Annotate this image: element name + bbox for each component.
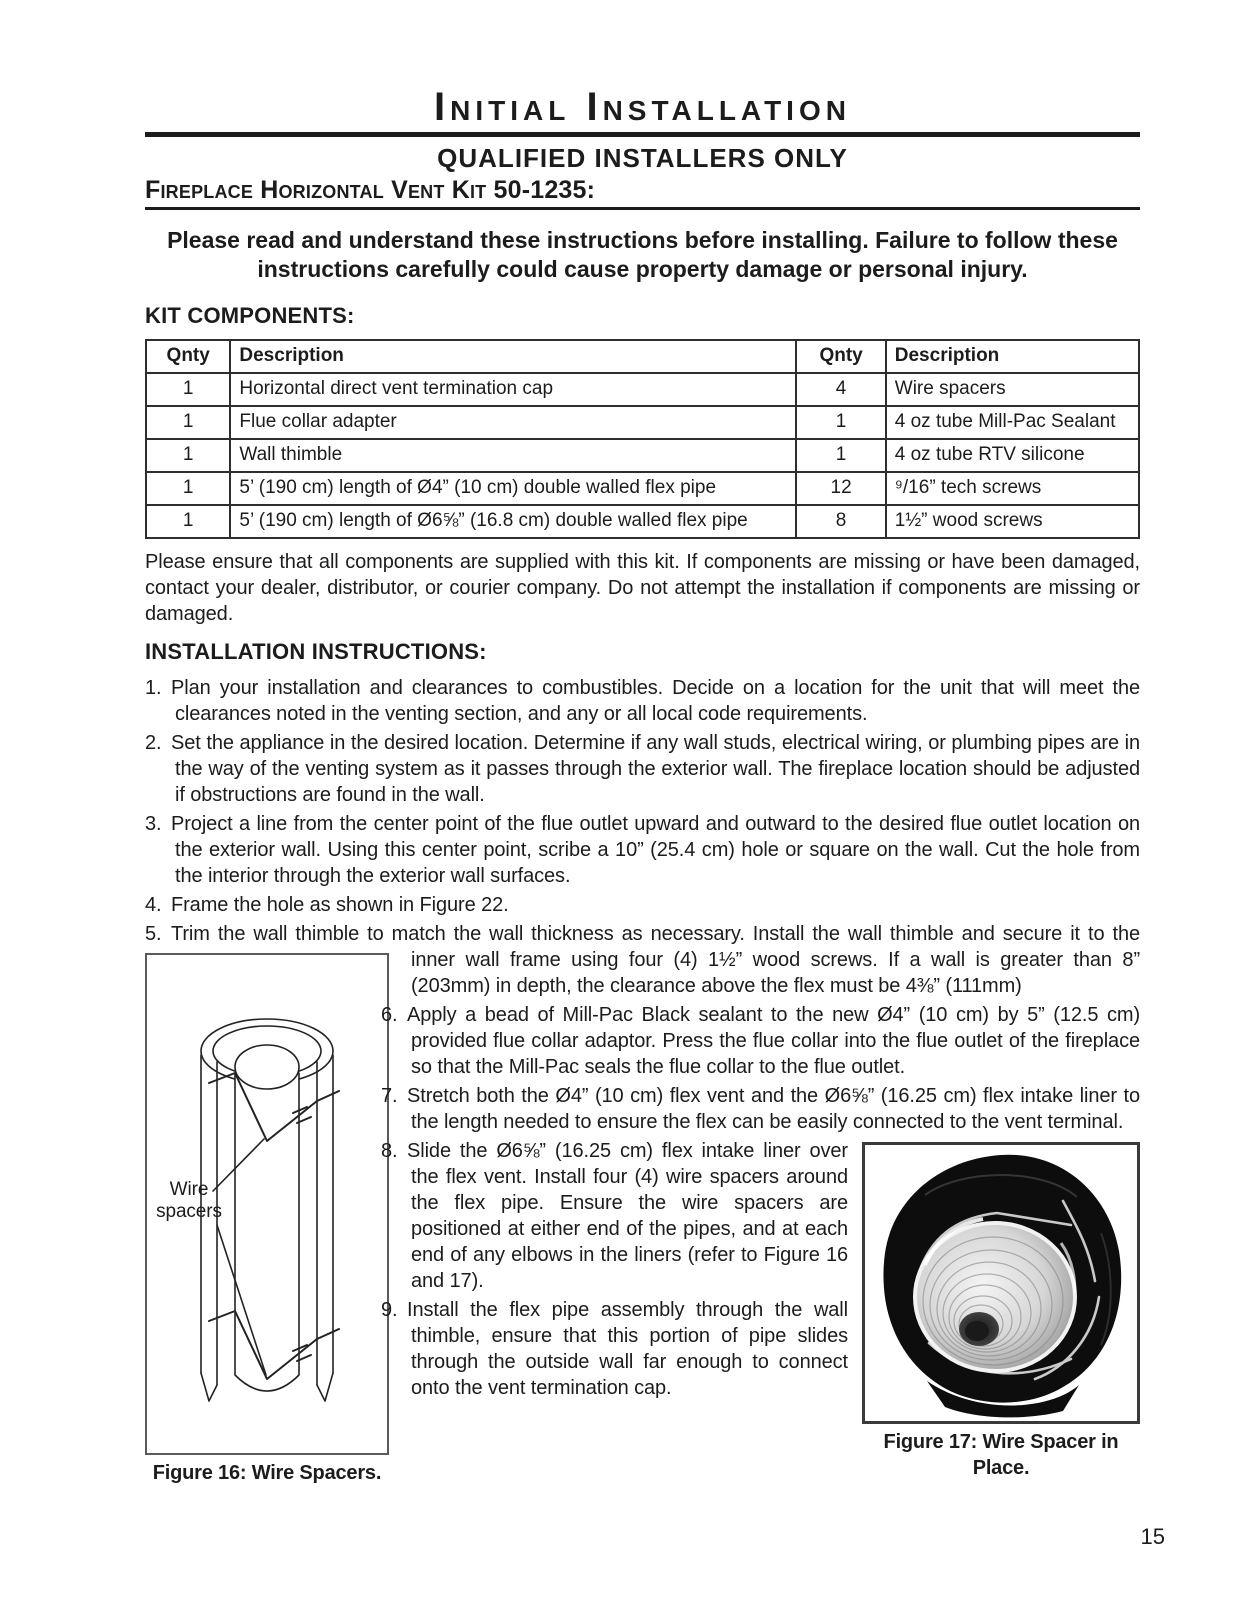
cell-qty: 1 xyxy=(796,406,885,439)
item-text: Trim the wall thimble to match the wall thickness as necessary. Install the wall thimble and secure xyxy=(171,922,1063,945)
item-number: 3. xyxy=(145,812,162,835)
components-note: Please ensure that all components are supplied with this kit. If components are missing or have been damaged, contact your dealer, distributor, or courier company. Do not attempt the installation if components are missing or damaged. xyxy=(145,550,1140,625)
cell-desc: 5’ (190 cm) length of Ø6⅝” (16.8 cm) double walled flex pipe xyxy=(230,505,796,538)
figure-17 xyxy=(862,1142,1140,1481)
page-title: Initial Installation xyxy=(434,85,851,129)
installation-instructions-heading: INSTALLATION INSTRUCTIONS: xyxy=(145,638,487,664)
cell-desc: Wall thimble xyxy=(230,439,796,472)
item-text: Install the flex pipe assembly through the wall thimble, ensure that this portion of pipe slides through the outside wall far enough to connect onto the vent termination cap. xyxy=(407,1298,848,1399)
item-number: 5. xyxy=(145,922,162,945)
cell-desc: 5’ (190 cm) length of Ø4” (10 cm) double walled flex pipe xyxy=(230,472,796,505)
list-item xyxy=(145,730,1140,808)
table-row xyxy=(146,439,1139,472)
wire-spacers-label-line1: Wire xyxy=(169,1178,209,1200)
item-text: Slide the Ø6⅝” (16.25 cm) flex intake liner over the flex vent. Install four (4) wire spacers around the flex pipe. Ensure the wire spacers are positioned at either end of the pipes, and at each end of any elbows in the liners (refer to Figure 16 and 17). xyxy=(407,1139,848,1292)
cell-desc: 4 oz tube RTV silicone xyxy=(886,439,1139,472)
cell-qty: 1 xyxy=(796,439,885,472)
cell-qty: 4 xyxy=(796,373,885,406)
figure16-line-drawing xyxy=(145,953,389,1455)
table-row xyxy=(146,406,1139,439)
item-text: Apply a bead of Mill-Pac Black sealant to the new Ø4” (10 cm) by 5” (12.5 cm) provided flue collar adaptor. Press the flue collar into the flue outlet of the fireplace so that the Mill-Pac seals the flue collar to the flue outlet. xyxy=(407,1003,1140,1078)
cell-desc: 4 oz tube Mill-Pac Sealant xyxy=(886,406,1139,439)
item-text: it to the inner wall frame using four (4) 1½” wood screws. If a wall is greater than 8” (203mm) in depth, the clearance above the flex must be 4⅜” (111mm) xyxy=(411,922,1140,997)
cell-desc: Flue collar adapter xyxy=(230,406,796,439)
heading-rule xyxy=(145,207,1140,210)
cell-qty: 1 xyxy=(146,505,230,538)
list-item xyxy=(145,892,1140,918)
table-row xyxy=(146,505,1139,538)
kit-components-heading: KIT COMPONENTS: xyxy=(145,302,355,328)
qualified-installers-subtitle: QUALIFIED INSTALLERS ONLY xyxy=(437,143,848,173)
list-item xyxy=(145,675,1140,727)
item-number: 8. xyxy=(381,1139,398,1162)
column-header-desc-right: Description xyxy=(886,340,1139,373)
cell-qty: 1 xyxy=(146,472,230,505)
item-number: 6. xyxy=(381,1003,398,1026)
item-text: Frame the hole as shown in Figure 22. xyxy=(171,893,509,916)
item-text: Plan your installation and clearances to combustibles. Decide on a location for the unit that will meet the clearances noted in the venting section, and any or all local code requirements. xyxy=(171,676,1140,725)
cell-desc: Horizontal direct vent termination cap xyxy=(230,373,796,406)
item-text: Project a line from the center point of the flue outlet upward and outward to the desired flue outlet location on the exterior wall. Using this center point, scribe a 10” (25.4 cm) hole or square on the wall. Cut the hole from the interior through the exterior wall surfaces. xyxy=(171,812,1140,887)
item-number: 7. xyxy=(381,1084,398,1107)
instruction-list xyxy=(145,675,1140,1484)
table-row xyxy=(146,472,1139,505)
vent-kit-heading: Fireplace Horizontal Vent Kit 50-1235: xyxy=(145,176,596,204)
item-number: 1. xyxy=(145,676,162,699)
table-header-row xyxy=(146,340,1139,373)
figure17-photo xyxy=(862,1142,1140,1424)
figure-16 xyxy=(145,953,389,1486)
figure16-caption: Figure 16: Wire Spacers. xyxy=(152,1461,382,1484)
page-number: 15 xyxy=(1140,1524,1165,1549)
column-header-qty-left: Qnty xyxy=(146,340,230,373)
wire-spacers-label-line2: spacers xyxy=(156,1200,222,1222)
cell-desc: Wire spacers xyxy=(886,373,1139,406)
kit-components-table xyxy=(145,339,1140,539)
item-text: Set the appliance in the desired location. Determine if any wall studs, electrical wiring, or plumbing pipes are in the way of the venting system as it passes through the exterior wall. The fireplace location should be adjusted if obstructions are found in the wall. xyxy=(171,731,1140,806)
figure17-caption: Figure 17: Wire Spacer in Place. xyxy=(883,1430,1119,1479)
cell-desc: ⁹/16” tech screws xyxy=(886,472,1139,505)
item-text: Stretch both the Ø4” (10 cm) flex vent and the Ø6⅝” (16.25 cm) flex intake liner to the length needed to ensure the flex can be easily connected to the vent terminal. xyxy=(407,1084,1140,1133)
cell-qty: 1 xyxy=(146,373,230,406)
column-header-qty-right: Qnty xyxy=(796,340,885,373)
list-item xyxy=(145,811,1140,889)
cell-qty: 1 xyxy=(146,439,230,472)
column-header-desc-left: Description xyxy=(230,340,796,373)
title-rule xyxy=(145,132,1140,137)
cell-qty: 8 xyxy=(796,505,885,538)
item-number: 2. xyxy=(145,731,162,754)
item-number: 9. xyxy=(381,1298,398,1321)
item-number: 4. xyxy=(145,893,162,916)
cell-desc: 1½” wood screws xyxy=(886,505,1139,538)
warning-text: Please read and understand these instructions before installing. Failure to follow these instructions carefully could cause property damage or personal injury. xyxy=(167,227,1118,283)
cell-qty: 1 xyxy=(146,406,230,439)
cell-qty: 12 xyxy=(796,472,885,505)
table-row xyxy=(146,373,1139,406)
